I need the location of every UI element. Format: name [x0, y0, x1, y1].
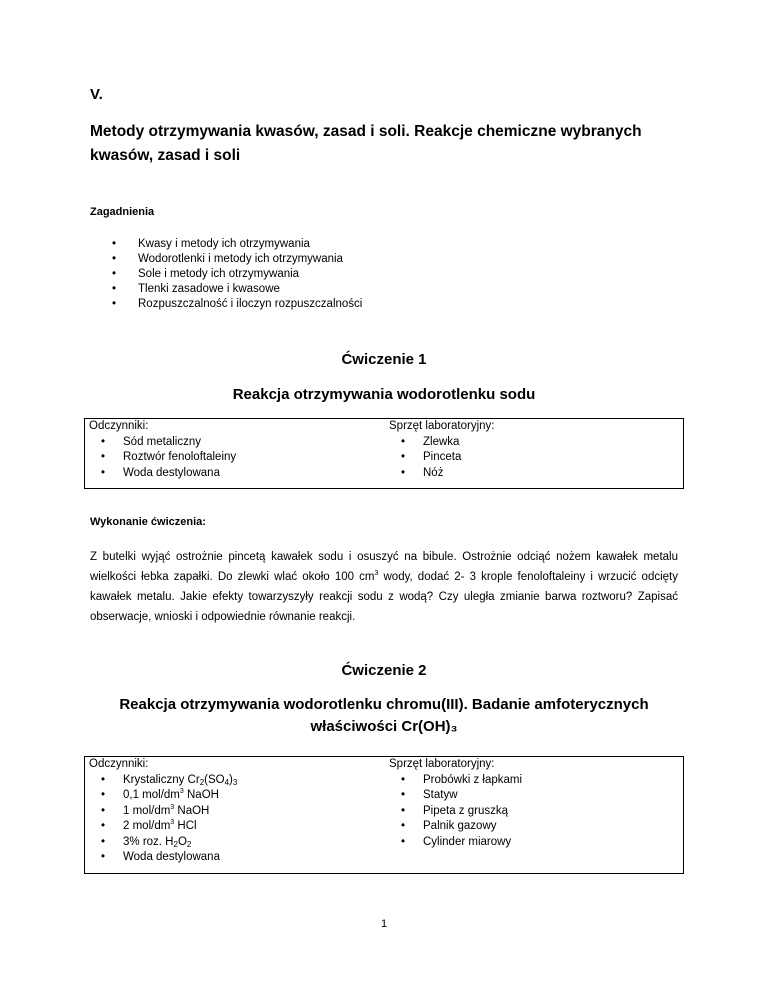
list-item: • Tlenki zasadowe i kwasowe: [112, 282, 362, 297]
list-item: • Zlewka: [401, 435, 494, 451]
list-item: • Roztwór fenoloftaleiny: [101, 450, 236, 466]
list-item: • Palnik gazowy: [401, 819, 522, 835]
reagents-label: Odczynniki:: [89, 758, 149, 770]
exercise1-subtitle: Reakcja otrzymywania wodorotlenku sodu: [232, 386, 536, 403]
exercise2-subtitle: Reakcja otrzymywania wodorotlenku chromu(III). Badanie amfoterycznych właściwości Cr(OH)₃: [119, 696, 649, 735]
topics-list: [112, 237, 362, 312]
exercise2-equipment: [389, 757, 522, 850]
exercise1-materials-box: [84, 418, 684, 489]
list-item: • 0,1 mol/$dm^3$ NaOH: [101, 788, 237, 804]
chapter-number: V.: [90, 86, 103, 103]
list-item: • 1 mol/$dm^3$ NaOH: [101, 804, 237, 820]
exercise2-title: Ćwiczenie 2: [341, 662, 427, 679]
list-item: • Statyw: [401, 788, 522, 804]
procedure-paragraph: Z butelki wyjąć ostrożnie pincetą kawałek sodu i osuszyć na bibule. Ostrożnie odciąć nożem kawałek metalu wielkości łebka zapałki. Do zlewki wlać około 100 $cm^3$ wody, dodać 2- 3 krople fenoloftaleiny i wrzucić odcięty kawałek metalu. Jakie efekty towarzyszyły reakcji sodu z wodą? Czy uległa zmianie barwa roztworu? Zapisać obserwacje, wnioski i odpowiednie równanie reakcji.: [90, 551, 678, 623]
list-item: • 3% roz. $H_2O_2$: [101, 835, 237, 851]
page-number: 1: [380, 918, 388, 930]
list-item: • Woda destylowana: [101, 850, 237, 866]
list-item: • Nóż: [401, 466, 494, 482]
equipment-label: Sprzęt laboratoryjny:: [389, 420, 495, 432]
list-item: • Sód metaliczny: [101, 435, 236, 451]
list-item: • Woda destylowana: [101, 466, 236, 482]
exercise1-reagents: [89, 419, 236, 481]
exercise2-reagents: [89, 757, 237, 866]
exercise1-title: Ćwiczenie 1: [341, 351, 427, 368]
list-item: • Kwasy i metody ich otrzymywania: [112, 237, 362, 252]
exercise1-equipment: [389, 419, 494, 481]
reagents-label: Odczynniki:: [89, 420, 149, 432]
list-item: • Sole i metody ich otrzymywania: [112, 267, 362, 282]
list-item: • Pinceta: [401, 450, 494, 466]
list-item: • Pipeta z gruszką: [401, 804, 522, 820]
page-title: Metody otrzymywania kwasów, zasad i soli. Reakcje chemiczne wybranych kwasów, zasad i soli: [90, 123, 642, 164]
exercise2-materials-box: [84, 756, 684, 874]
list-item: • 2 mol/$dm^3$ HCl: [101, 819, 237, 835]
list-item: • Wodorotlenki i metody ich otrzymywania: [112, 252, 362, 267]
list-item: • Krystaliczny $Cr_2(SO_4)_3$: [101, 773, 237, 789]
list-item: • Probówki z łapkami: [401, 773, 522, 789]
equipment-label: Sprzęt laboratoryjny:: [389, 758, 495, 770]
list-item: • Rozpuszczalność i iloczyn rozpuszczalności: [112, 297, 362, 312]
topics-label: Zagadnienia: [90, 206, 155, 218]
list-item: • Cylinder miarowy: [401, 835, 522, 851]
procedure-label: Wykonanie ćwiczenia:: [90, 516, 206, 528]
